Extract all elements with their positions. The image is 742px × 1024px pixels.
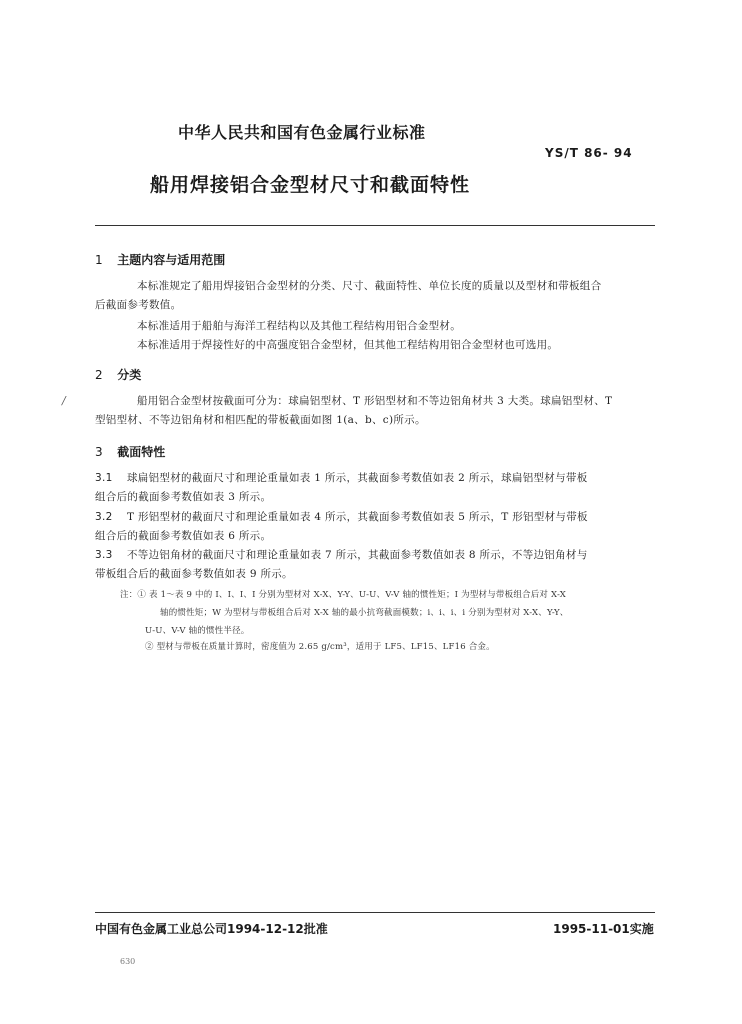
section-number: 1: [95, 253, 103, 267]
note-line: 轴的惯性矩；W 为型材与带板组合后对 X-X 轴的最小抗弯截面模数；i、i、i、i 分别为型材对 X-X、Y-Y、: [160, 608, 569, 618]
text-line: 带板组合后的截面参考数值如表 9 所示。: [95, 568, 293, 580]
section-3-heading: [95, 443, 165, 460]
text-line: 本标准规定了船用焊接铝合金型材的分类、尺寸、截面特性、单位长度的质量以及型材和带板组合: [137, 280, 602, 292]
approval-date: 中国有色金属工业总公司1994-12-12批准: [95, 922, 328, 936]
section-1-heading: [95, 251, 225, 268]
section-2-heading: [95, 366, 141, 383]
section-title: 截面特性: [117, 445, 166, 459]
section-title: 分类: [117, 368, 142, 382]
clause-3-1: [95, 469, 655, 507]
footer-divider: [95, 912, 655, 913]
text-line: [95, 469, 655, 488]
clause-text: T 形铝型材的截面尺寸和理论重量如表 4 所示，其截面参考数值如表 5 所示，T 形铝型材与带板: [127, 511, 588, 523]
section-1-paragraph-3: 本标准适用于焊接性好的中高强度铝合金型材，但其他工程结构用铝合金型材也可选用。: [137, 339, 559, 351]
text-line: [95, 546, 655, 565]
section-1-paragraph-1: [95, 277, 655, 315]
note-line: U-U、V-V 轴的惯性半径。: [145, 626, 250, 636]
clause-number: 3.1: [95, 472, 113, 484]
header-divider: [95, 225, 655, 226]
text-line: 船用铝合金型材按截面可分为：球扁铝型材、T 形铝型材和不等边铝角材共 3 大类。球扁铝型材、T: [137, 395, 613, 407]
effective-date: 1995-11-01实施: [553, 922, 654, 936]
document-title: 船用焊接铝合金型材尺寸和截面特性: [150, 174, 471, 196]
note-2: ② 型材与带板在质量计算时，密度值为 2.65 g/cm³，适用于 LF5、LF15、LF16 合金。: [145, 642, 495, 652]
text-line: [95, 508, 655, 527]
note-line: 注：① 表 1～表 9 中的 I、I、I、I 分别为型材对 X-X、Y-Y、U-U、V-V 轴的惯性矩；I 为型材与带板组合后对 X-X: [120, 590, 566, 600]
margin-mark: /: [62, 394, 66, 407]
text-line: 组合后的截面参考数值如表 6 所示。: [95, 530, 272, 542]
clause-text: 球扁铝型材的截面尺寸和理论重量如表 1 所示，其截面参考数值如表 2 所示，球扁铝型材与带板: [127, 472, 588, 484]
issuing-authority: 中华人民共和国有色金属行业标准: [178, 123, 426, 142]
clause-number: 3.2: [95, 511, 113, 523]
clause-number: 3.3: [95, 549, 113, 561]
text-line: 型铝型材、不等边铝角材和相匹配的带板截面如图 1(a、b、c)所示。: [95, 414, 426, 426]
text-line: 组合后的截面参考数值如表 3 所示。: [95, 491, 272, 503]
clause-3-2: [95, 508, 655, 546]
section-number: 3: [95, 445, 103, 459]
clause-3-3: [95, 546, 655, 584]
section-2-paragraph-1: [95, 392, 655, 430]
section-title: 主题内容与适用范围: [117, 253, 226, 267]
page-number: 630: [120, 957, 136, 966]
clause-text: 不等边铝角材的截面尺寸和理论重量如表 7 所示，其截面参考数值如表 8 所示，不等边铝角材与: [127, 549, 588, 561]
section-number: 2: [95, 368, 103, 382]
section-1-paragraph-2: 本标准适用于船舶与海洋工程结构以及其他工程结构用铝合金型材。: [137, 320, 461, 332]
note-1: [120, 586, 660, 640]
text-line: 后截面参考数值。: [95, 299, 182, 311]
standard-code: YS/T 86- 94: [545, 146, 633, 160]
